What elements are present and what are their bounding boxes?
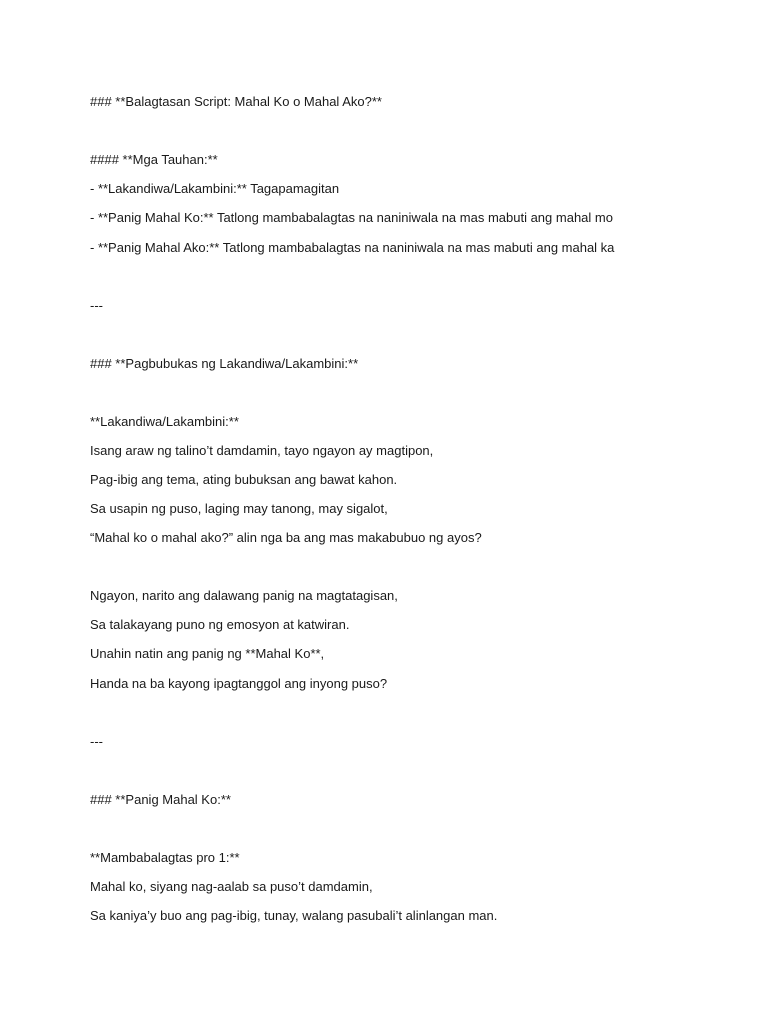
section-divider: ---: [90, 298, 103, 313]
verse-line: Isang araw ng talino’t damdamin, tayo ngayon ay magtipon,: [90, 443, 434, 458]
heading-pagbubukas: ### **Pagbubukas ng Lakandiwa/Lakambini:**: [90, 356, 359, 371]
verse-line: Mahal ko, siyang nag-aalab sa puso’t damdamin,: [90, 879, 373, 894]
verse-line: Sa talakayang puno ng emosyon at katwiran.: [90, 617, 350, 632]
list-item-lakandiwa: - **Lakandiwa/Lakambini:** Tagapamagitan: [90, 181, 340, 196]
verse-line: Sa kaniya’y buo ang pag-ibig, tunay, walang pasubali’t alinlangan man.: [90, 908, 498, 923]
speaker-label-pro-1: **Mambabalagtas pro 1:**: [90, 850, 240, 865]
verse-line: Sa usapin ng puso, laging may tanong, may sigalot,: [90, 501, 388, 516]
verse-line: Unahin natin ang panig ng **Mahal Ko**,: [90, 646, 325, 661]
verse-line: Handa na ba kayong ipagtanggol ang inyong puso?: [90, 676, 388, 691]
section-divider: ---: [90, 734, 103, 749]
heading-script-title: ### **Balagtasan Script: Mahal Ko o Mahal Ako?**: [90, 94, 382, 109]
speaker-label-lakandiwa: **Lakandiwa/Lakambini:**: [90, 414, 239, 429]
list-item-panig-mahal-ko: - **Panig Mahal Ko:** Tatlong mambabalagtas na naniniwala na mas mabuti ang mahal mo: [90, 210, 613, 225]
heading-panig-mahal-ko: ### **Panig Mahal Ko:**: [90, 792, 231, 807]
verse-line: “Mahal ko o mahal ako?” alin nga ba ang mas makabubuo ng ayos?: [90, 530, 482, 545]
verse-line: Pag-ibig ang tema, ating bubuksan ang bawat kahon.: [90, 472, 398, 487]
list-item-panig-mahal-ako: - **Panig Mahal Ako:** Tatlong mambabalagtas na naniniwala na mas mabuti ang mahal ka: [90, 240, 615, 255]
verse-line: Ngayon, narito ang dalawang panig na magtatagisan,: [90, 588, 398, 603]
heading-mga-tauhan: #### **Mga Tauhan:**: [90, 152, 218, 167]
